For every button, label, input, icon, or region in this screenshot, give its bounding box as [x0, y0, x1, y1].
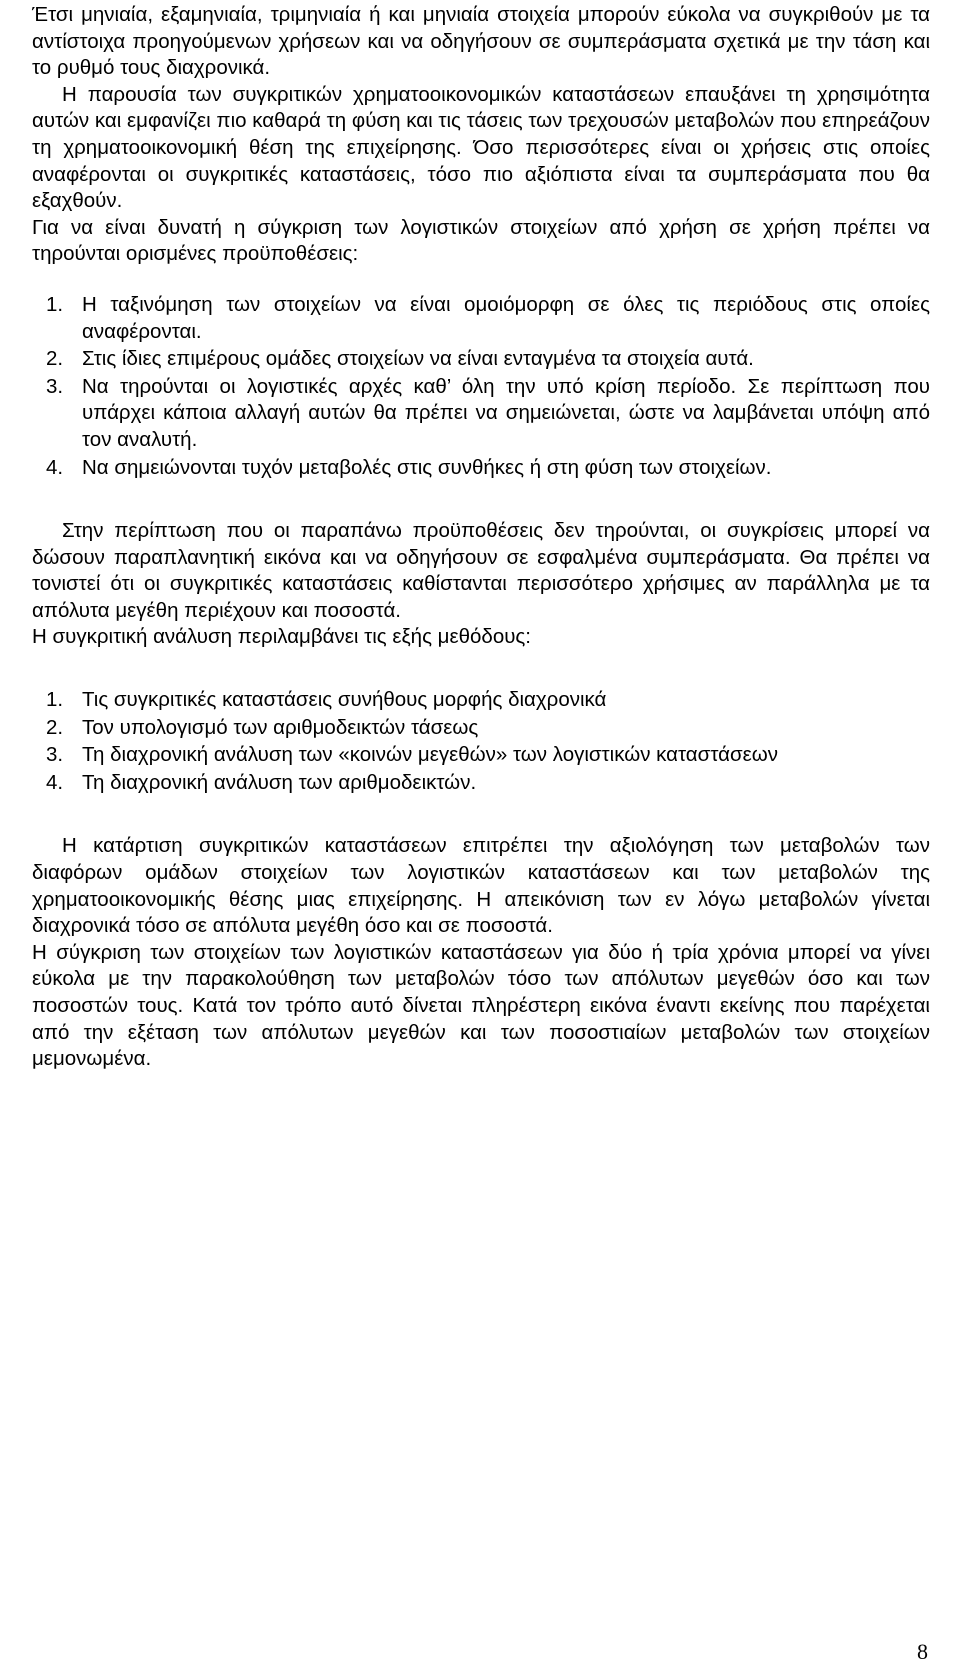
list-item-number: 2. [46, 347, 64, 371]
spacer [32, 651, 930, 687]
paragraph-misleading-comparisons: Στην περίπτωση που οι παραπάνω προϋποθέσεις δεν τηρούνται, οι συγκρίσεις μπορεί να δώσουν παραπλανητική εικόνα και να οδηγήσουν σε εσφαλμένα συμπεράσματα. Θα πρέπει να τονιστεί ότι οι συγκριτικές καταστάσεις καθίστανται περισσότερο χρήσιμες αν παράλληλα με τα απόλυτα μεγέθη περιέχουν και ποσοστά. [32, 519, 930, 622]
list-item-number: 4. [46, 455, 64, 479]
list-item-text: Να τηρούνται οι λογιστικές αρχές καθ’ όλη την υπό κρίση περίοδο. Σε περίπτωση που υπάρχει κάποια αλλαγή αυτών θα πρέπει να σημειώνεται, ώστε να λαμβάνεται υπόψη από τον αναλυτή. [82, 374, 930, 451]
page-number: 8 [917, 1639, 928, 1664]
document-page [32, 2, 930, 1073]
list-item-number: 1. [46, 292, 64, 316]
methods-list [32, 687, 930, 796]
paragraph-intro: Έτσι μηνιαία, εξαμηνιαία, τριμηνιαία ή και μηνιαία στοιχεία μπορούν εύκολα να συγκριθούν με τα αντίστοιχα προηγούμενων χρήσεων και να οδηγήσουν σε συμπεράσματα σχετικά με την τάση και το ρυθμό τους διαχρονικά. [32, 3, 930, 80]
paragraph-methods-lead: Η συγκριτική ανάλυση περιλαμβάνει τις εξής μεθόδους: [32, 625, 532, 649]
list-item-number: 3. [46, 743, 64, 767]
list-item-text: Στις ίδιες επιμέρους ομάδες στοιχείων να είναι ενταγμένα τα στοιχεία αυτά. [82, 347, 754, 371]
list-item-number: 3. [46, 374, 64, 398]
spacer [32, 797, 930, 833]
conditions-list [32, 292, 930, 481]
spacer [32, 268, 930, 292]
paragraph-comparative-statements: Η παρουσία των συγκριτικών χρηματοοικονομικών καταστάσεων επαυξάνει τη χρησιμότητα αυτών και εμφανίζει πιο καθαρά τη φύση και τις τάσεις των τρεχουσών μεταβολών που επηρεάζουν τη χρηματοοικονομική θέση της επιχείρησης. Όσο περισσότερες είναι οι χρήσεις στις οποίες αναφέρονται οι συγκριτικές καταστάσεις, τόσο πιο αξιόπιστα είναι τα συμπεράσματα που θα εξαχθούν. [32, 82, 930, 213]
list-item [32, 374, 930, 454]
list-item [32, 742, 930, 769]
list-item-text: Τη διαχρονική ανάλυση των αριθμοδεικτών. [82, 770, 477, 794]
list-item [32, 687, 930, 714]
list-item-text: Να σημειώνονται τυχόν μεταβολές στις συνθήκες ή στη φύση των στοιχείων. [82, 455, 772, 479]
list-item [32, 346, 930, 373]
list-item [32, 455, 930, 482]
list-item [32, 715, 930, 742]
spacer [32, 482, 930, 518]
list-item-text: Τις συγκριτικές καταστάσεις συνήθους μορφής διαχρονικά [82, 688, 607, 712]
list-item-text: Η ταξινόμηση των στοιχείων να είναι ομοιόμορφη σε όλες τις περιόδους στις οποίες αναφέρονται. [82, 292, 930, 343]
list-item-text: Τον υπολογισμό των αριθμοδεικτών τάσεως [82, 715, 479, 739]
list-item-text: Τη διαχρονική ανάλυση των «κοινών μεγεθών» των λογιστικών καταστάσεων [82, 743, 779, 767]
list-item [32, 292, 930, 345]
paragraph-comparison-years: Η σύγκριση των στοιχείων των λογιστικών καταστάσεων για δύο ή τρία χρόνια μπορεί να γίνει εύκολα με την παρακολούθηση των μεταβολών τόσο των απόλυτων μεγεθών όσο και των ποσοστών τους. Κατά τον τρόπο αυτό δίνεται πληρέστερη εικόνα έναντι εκείνης που παρέχεται από την εξέταση των απόλυτων μεγεθών και των ποσοστιαίων μεταβολών των στοιχείων μεμονωμένα. [32, 940, 930, 1071]
list-item [32, 770, 930, 797]
list-item-number: 2. [46, 715, 64, 739]
list-item-number: 1. [46, 688, 64, 712]
list-item-number: 4. [46, 770, 64, 794]
paragraph-preparation: Η κατάρτιση συγκριτικών καταστάσεων επιτρέπει την αξιολόγηση των μεταβολών των διαφόρων ομάδων στοιχείων των λογιστικών καταστάσεων και των μεταβολών της χρηματοοικονομικής θέσης μιας επιχείρησης. Η απεικόνιση των εν λόγω μεταβολών γίνεται διαχρονικά τόσο σε απόλυτα μεγέθη όσο και σε ποσοστά. [32, 834, 930, 938]
paragraph-conditions-lead: Για να είναι δυνατή η σύγκριση των λογιστικών στοιχείων από χρήση σε χρήση πρέπει να τηρούνται ορισμένες προϋποθέσεις: [32, 215, 930, 266]
